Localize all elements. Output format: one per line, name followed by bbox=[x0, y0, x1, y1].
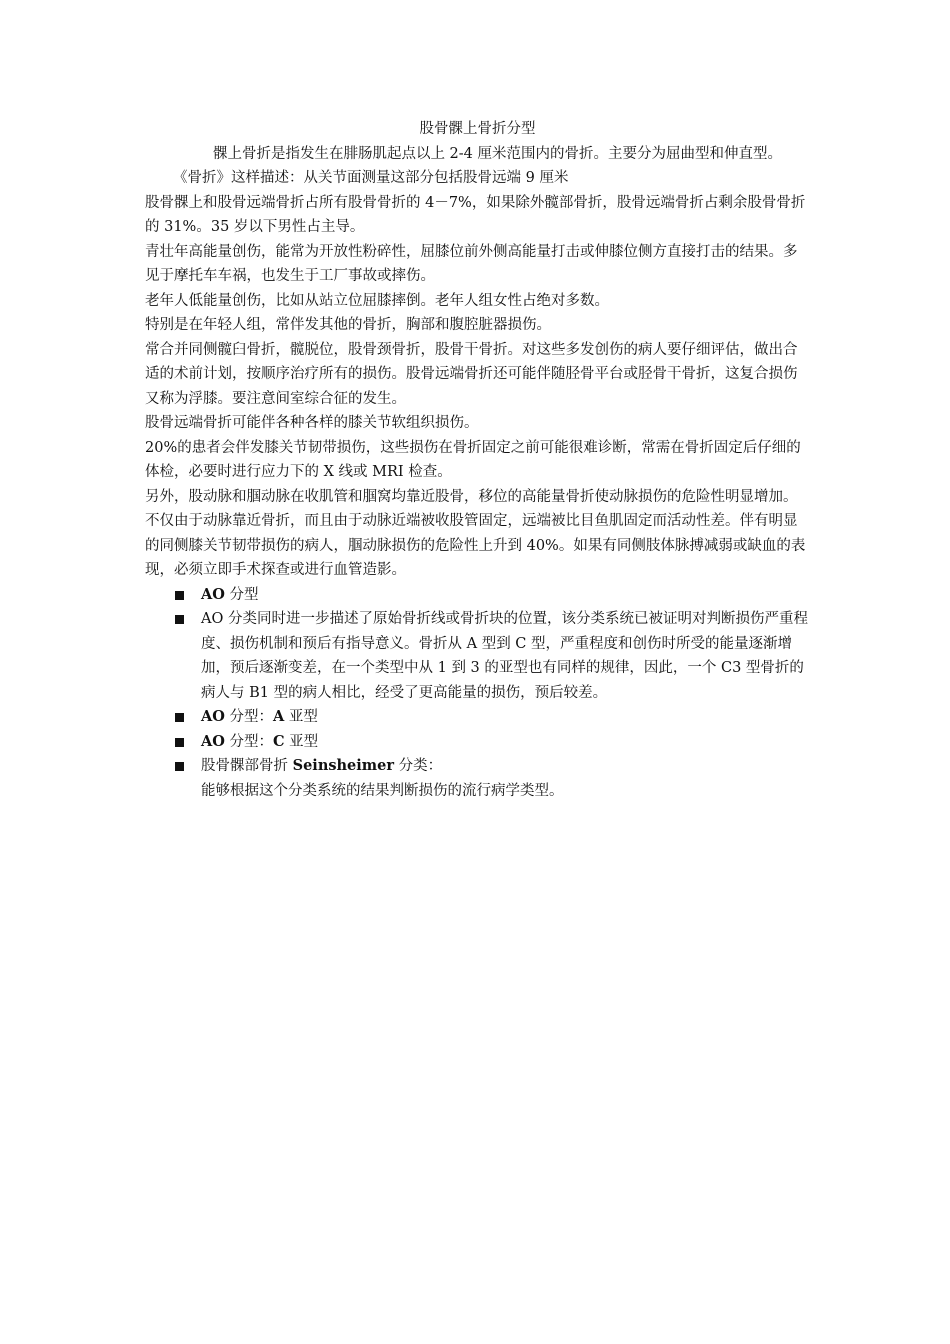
classification-list bbox=[145, 583, 810, 779]
square-bullet-icon bbox=[175, 762, 184, 771]
list-item: AO 分类同时进一步描述了原始骨折线或骨折块的位置，该分类系统已被证明对判断损伤严重程度、损伤机制和预后有指导意义。骨折从 A 型到 C 型，严重程度和创伤时所受的能量逐渐增加，预后逐渐变差，在一个类型中从 1 到 3 的亚型也有同样的规律，因此，一个 C3 型骨折的病人与 B1 型的病人相比，经受了更高能量的损伤，预后较差。 bbox=[145, 607, 810, 705]
list-item: AO 分型：C 亚型 bbox=[145, 730, 810, 755]
intro-paragraph: 髁上骨折是指发生在腓肠肌起点以上 2-4 厘米范围内的骨折。主要分为屈曲型和伸直型。 bbox=[212, 145, 783, 162]
square-bullet-icon bbox=[175, 713, 184, 722]
paragraph-combined-fractures: 常合并同侧髋臼骨折，髋脱位，股骨颈骨折，股骨干骨折。对这些多发创伤的病人要仔细评估，做出合适的术前计划，按顺序治疗所有的损伤。股骨远端骨折还可能伴随胫骨平台或胫骨干骨折，这复合损伤又称为浮膝。要注意间室综合征的发生。 bbox=[145, 341, 798, 407]
page-title: 股骨髁上骨折分型 bbox=[419, 121, 536, 137]
document-body bbox=[145, 117, 810, 803]
list-item: AO 分型 bbox=[145, 583, 810, 608]
paragraph-vascular: 另外，股动脉和腘动脉在收肌管和腘窝均靠近股骨，移位的高能量骨折使动脉损伤的危险性明显增加。不仅由于动脉靠近骨折，而且由于动脉近端被收股管固定，远端被比目鱼肌固定而活动性差。伴有明显的同侧膝关节韧带损伤的病人，腘动脉损伤的危险性上升到 40%。如果有同侧肢体脉搏减弱或缺血的表现，必须立即手术探查或进行血管造影。 bbox=[145, 488, 806, 578]
paragraph-associated-injuries: 特别是在年轻人组，常伴发其他的骨折，胸部和腹腔脏器损伤。 bbox=[145, 317, 551, 333]
square-bullet-icon bbox=[175, 615, 184, 624]
quote-paragraph: 《骨折》这样描述：从关节面测量这部分包括股骨远端 9 厘米 bbox=[173, 170, 569, 186]
paragraph-elderly: 老年人低能量创伤，比如从站立位屈膝摔倒。老年人组女性占绝对多数。 bbox=[145, 292, 609, 309]
list-item: AO 分型：A 亚型 bbox=[145, 705, 810, 730]
square-bullet-icon bbox=[175, 738, 184, 747]
paragraph-soft-tissue: 股骨远端骨折可能伴各种各样的膝关节软组织损伤。 bbox=[145, 415, 479, 431]
square-bullet-icon bbox=[175, 591, 184, 600]
closing-paragraph: 能够根据这个分类系统的结果判断损伤的流行病学类型。 bbox=[201, 782, 564, 799]
paragraph-incidence: 股骨髁上和股骨远端骨折占所有股骨骨折的 4－7%，如果除外髋部骨折，股骨远端骨折占剩余股骨骨折的 31%。35 岁以下男性占主导。 bbox=[145, 194, 806, 235]
paragraph-ligament: 20%的患者会伴发膝关节韧带损伤，这些损伤在骨折固定之前可能很难诊断，常需在骨折固定后仔细的体检，必要时进行应力下的 X 线或 MRI 检查。 bbox=[145, 439, 801, 480]
paragraph-young-adults: 青壮年高能量创伤，能常为开放性粉碎性，屈膝位前外侧高能量打击或伸膝位侧方直接打击的结果。多见于摩托车车祸，也发生于工厂事故或摔伤。 bbox=[145, 243, 798, 284]
list-item: 股骨髁部骨折 Seinsheimer 分类： bbox=[145, 754, 810, 779]
